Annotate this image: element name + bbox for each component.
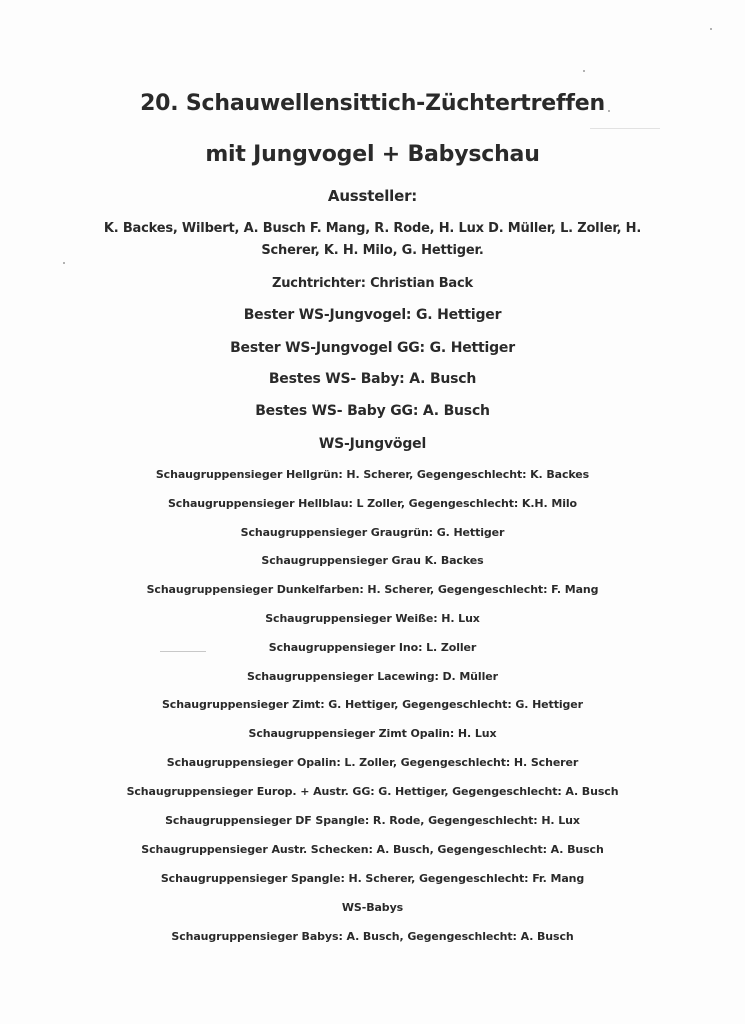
judge-line: Zuchtrichter: Christian Back [272, 276, 473, 291]
young-winner-line: Schaugruppensieger Hellgrün: H. Scherer, Gegengeschlecht: K. Backes [155, 468, 590, 481]
scan-mark [590, 128, 660, 129]
young-winner-line: Schaugruppensieger Ino: L. Zoller [268, 641, 477, 654]
title-line-1: 20. Schauwellensittich-Züchtertreffen [140, 91, 605, 116]
young-winner-line: Schaugruppensieger Lacewing: D. Müller [247, 670, 498, 683]
scan-speck [63, 262, 65, 264]
exhibitors-heading: Aussteller: [327, 187, 418, 205]
young-winner-line: Schaugruppensieger Europ. + Austr. GG: G. Hettiger, Gegengeschlecht: A. Busch [126, 785, 619, 798]
scan-mark [160, 651, 206, 652]
scan-speck [710, 28, 712, 30]
young-winner-line: Schaugruppensieger Weiße: H. Lux [265, 612, 480, 625]
young-winner-line: Schaugruppensieger Austr. Schecken: A. Busch, Gegengeschlecht: A. Busch [141, 843, 604, 856]
young-winner-line: Schaugruppensieger Zimt: G. Hettiger, Gegengeschlecht: G. Hettiger [161, 698, 583, 711]
best-young-bird: Bester WS-Jungvogel: G. Hettiger [243, 307, 502, 323]
young-winner-line: Schaugruppensieger Grau K. Backes [261, 554, 484, 567]
young-winner-line: Schaugruppensieger DF Spangle: R. Rode, Gegengeschlecht: H. Lux [165, 814, 580, 827]
young-birds-heading: WS-Jungvögel [318, 436, 427, 452]
young-winner-line: Schaugruppensieger Opalin: L. Zoller, Gegengeschlecht: H. Scherer [166, 756, 579, 769]
young-winner-line: Schaugruppensieger Spangle: H. Scherer, Gegengeschlecht: Fr. Mang [160, 872, 585, 885]
young-winner-line: Schaugruppensieger Zimt Opalin: H. Lux [248, 727, 497, 740]
best-baby-gg: Bestes WS- Baby GG: A. Busch [255, 403, 490, 419]
exhibitors-line-2: Scherer, K. H. Milo, G. Hettiger. [261, 243, 484, 258]
young-winner-line: Schaugruppensieger Graugrün: G. Hettiger [240, 526, 505, 539]
babies-heading: WS-Babys [341, 901, 404, 914]
baby-winner-line: Schaugruppensieger Babys: A. Busch, Gegengeschlecht: A. Busch [171, 930, 574, 943]
scan-speck [608, 110, 610, 112]
best-baby: Bestes WS- Baby: A. Busch [268, 371, 477, 387]
exhibitors-line-1: K. Backes, Wilbert, A. Busch F. Mang, R. Rode, H. Lux D. Müller, L. Zoller, H. [103, 221, 642, 236]
young-winner-line: Schaugruppensieger Hellblau: L Zoller, Gegengeschlecht: K.H. Milo [167, 497, 577, 510]
best-young-bird-gg: Bester WS-Jungvogel GG: G. Hettiger [230, 340, 515, 356]
young-winner-line: Schaugruppensieger Dunkelfarben: H. Scherer, Gegengeschlecht: F. Mang [146, 583, 599, 596]
title-line-2: mit Jungvogel + Babyschau [205, 142, 540, 167]
scan-speck [583, 70, 585, 72]
